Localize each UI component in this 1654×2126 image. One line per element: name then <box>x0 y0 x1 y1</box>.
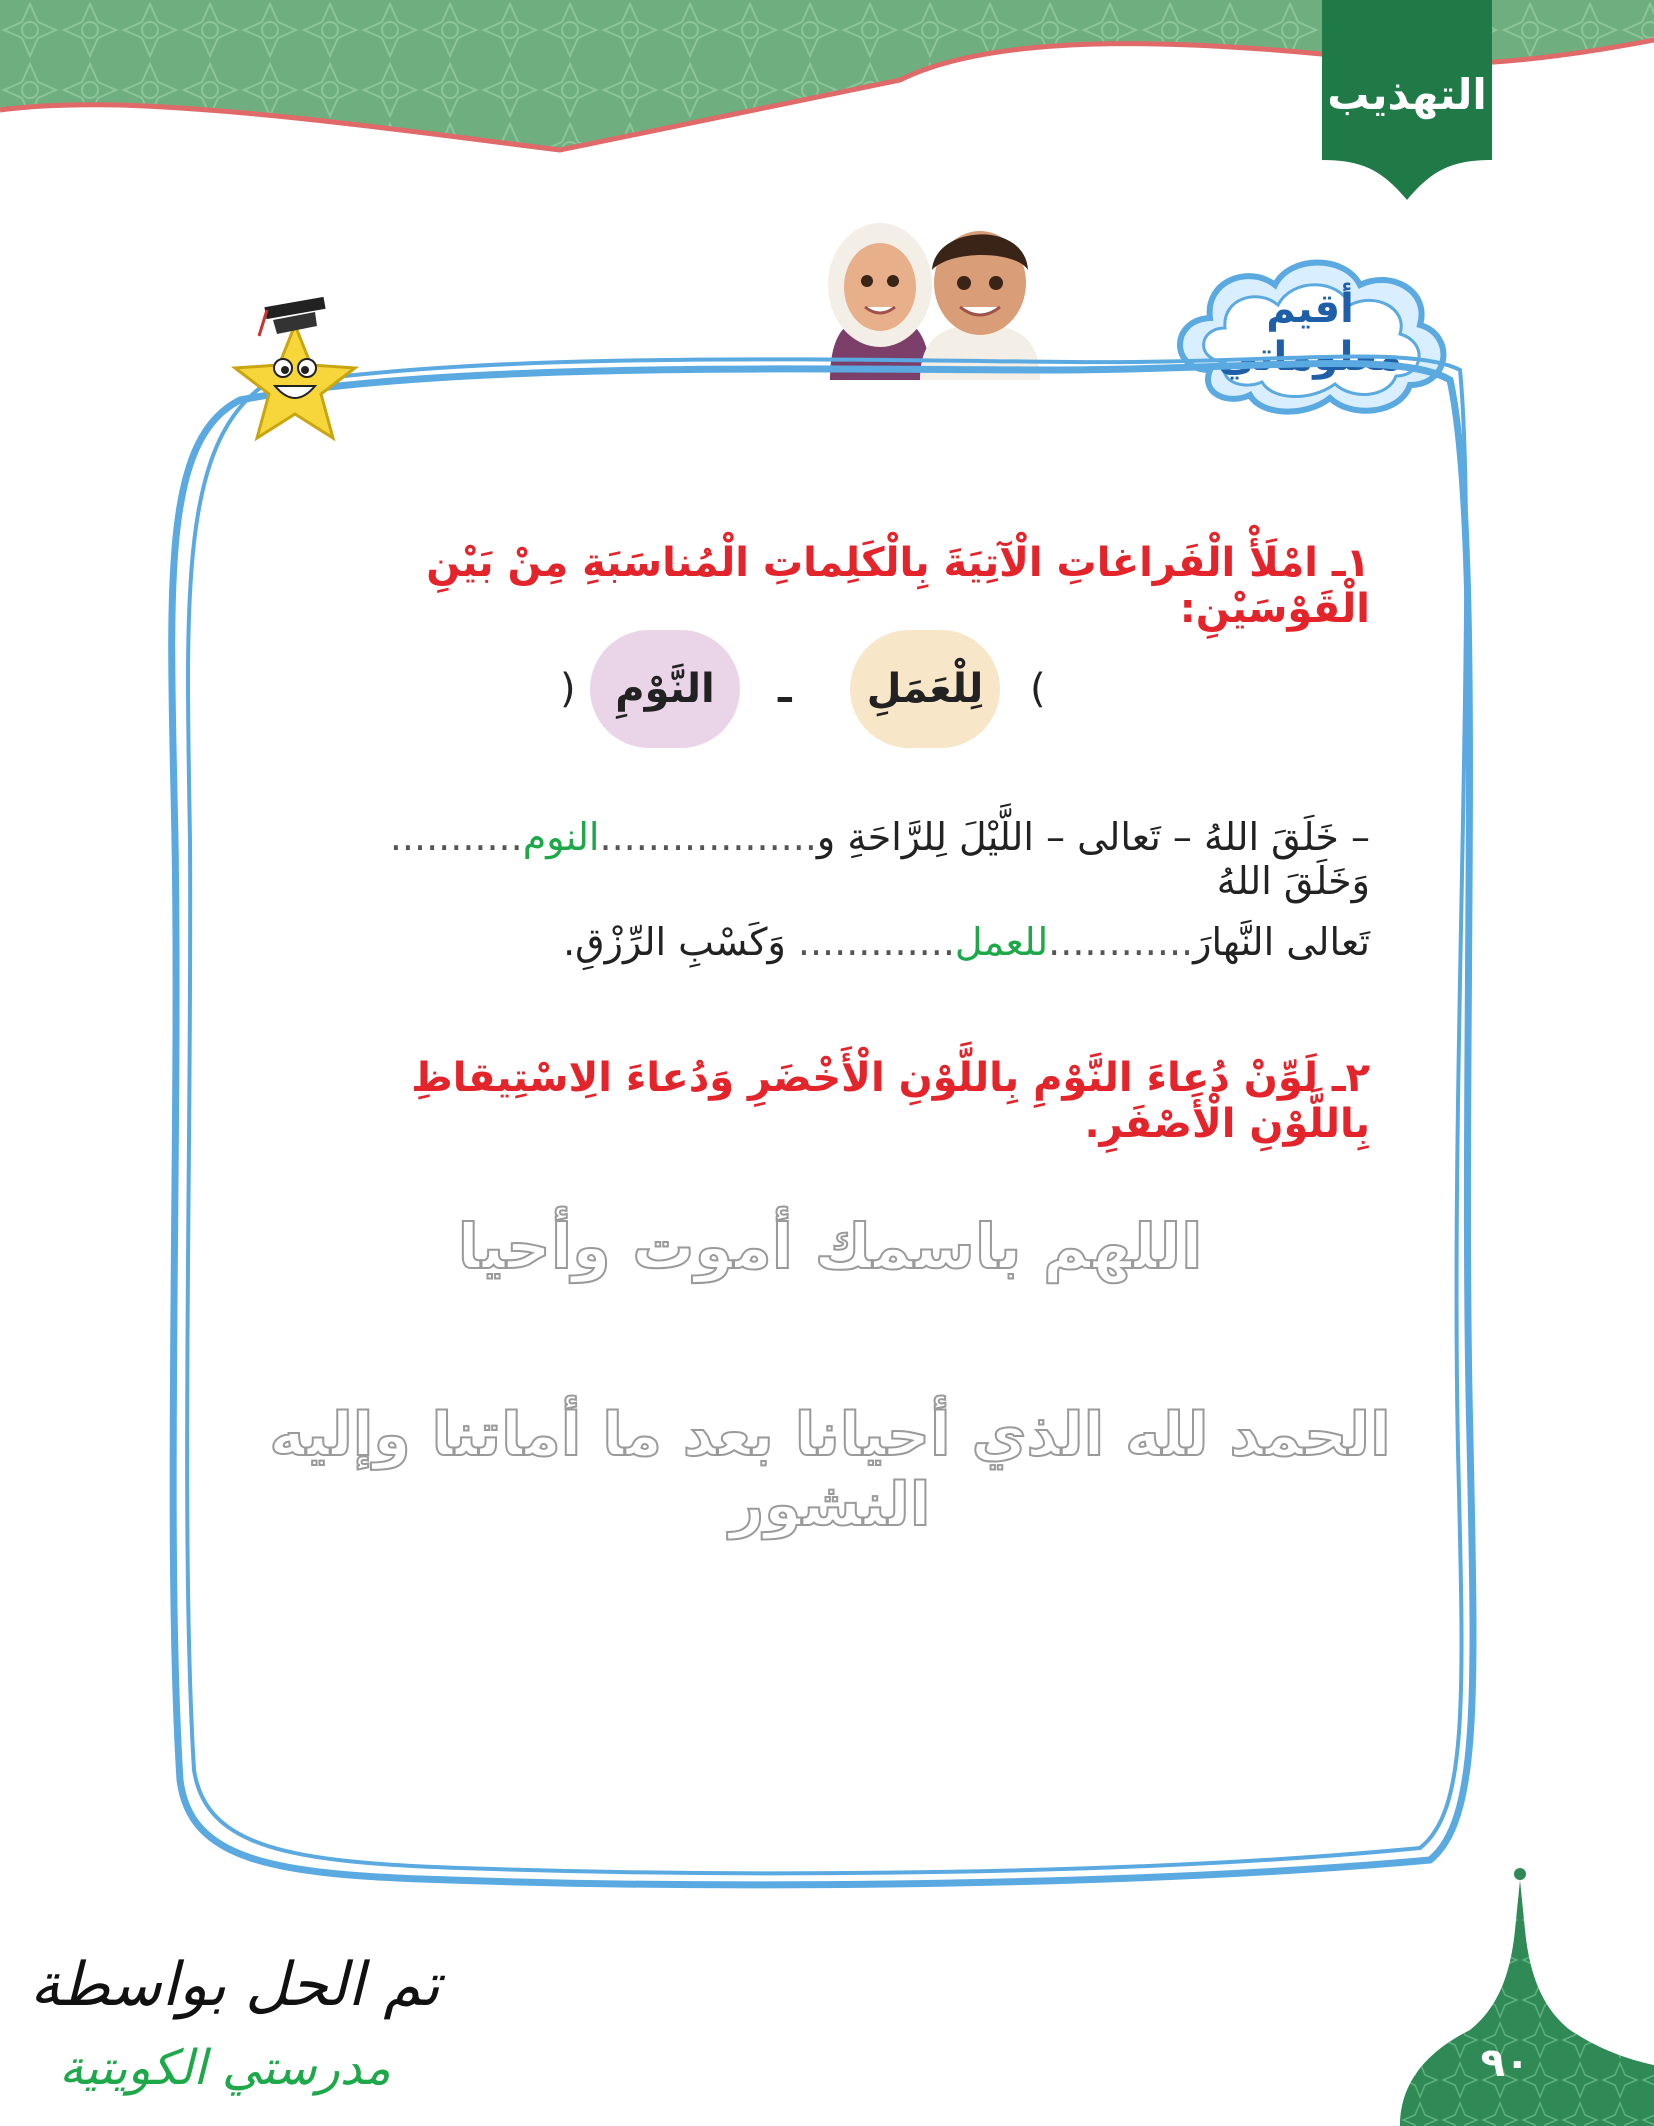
line2-answer[interactable]: للعمل <box>954 920 1049 964</box>
paren-open: ( <box>1030 666 1046 712</box>
line1-start: – خَلَقَ اللهُ – تَعالى – اللَّيْلَ لِلرَّاحَةِ و <box>816 815 1370 859</box>
word-options <box>560 630 1080 750</box>
badge-line2: معلوماتي <box>1217 334 1403 380</box>
option-separator: ـ <box>778 666 792 712</box>
line1-dots-1: .................. <box>599 815 817 859</box>
page-number: ٩٠ <box>1480 2040 1530 2086</box>
line2-end: وَكَسْبِ الرِّزْقِ. <box>563 920 798 964</box>
sleep-prayer[interactable]: اللهم باسمك أموت وأحيا <box>457 1210 1203 1283</box>
question2-prompt: ٢ـ لَوِّنْ دُعاءَ النَّوْمِ بِاللَّوْنِ الْأَخْضَرِ وَدُعاءَ الِاسْتِيقاظِ بِاللَّوْنِ الْأَصْفَرِ. <box>411 1055 1370 1147</box>
line2-dots-1: ............ <box>1048 920 1194 964</box>
line1-answer[interactable]: النوم <box>522 815 600 859</box>
corner-dome-icon <box>1400 1860 1654 2126</box>
line2-start: تَعالى النَّهارَ <box>1193 920 1370 964</box>
wake-prayer[interactable]: الحمد لله الذي أحيانا بعد ما أماتنا وإليه النشور <box>269 1400 1391 1540</box>
line1-end: وَخَلَقَ اللهُ <box>1216 859 1370 903</box>
line2-dots-2: ............. <box>797 920 955 964</box>
option-sleep: النَّوْمِ <box>590 630 740 748</box>
badge-line1: أقيم <box>1266 286 1354 332</box>
line1-dots-2: ........... <box>389 815 523 859</box>
signature-line1: تم الحل بواسطة <box>30 1950 440 2020</box>
signature-line2: مدرستي الكويتية <box>59 2040 391 2096</box>
fill-line-2 <box>300 920 1370 964</box>
question1-prompt: ١ـ امْلَأْ الْفَراغاتِ الْآتِيَةَ بِالْكَلِماتِ الْمُناسَبَةِ مِنْ بَيْنِ الْقَوْسَيْنِ: <box>426 540 1370 632</box>
paren-close: ) <box>560 666 576 712</box>
option-work: لِلْعَمَلِ <box>850 630 1000 748</box>
star-mascot-icon <box>215 290 375 450</box>
subject-title: التهذيب <box>1327 70 1487 119</box>
fill-line-1 <box>300 815 1370 903</box>
